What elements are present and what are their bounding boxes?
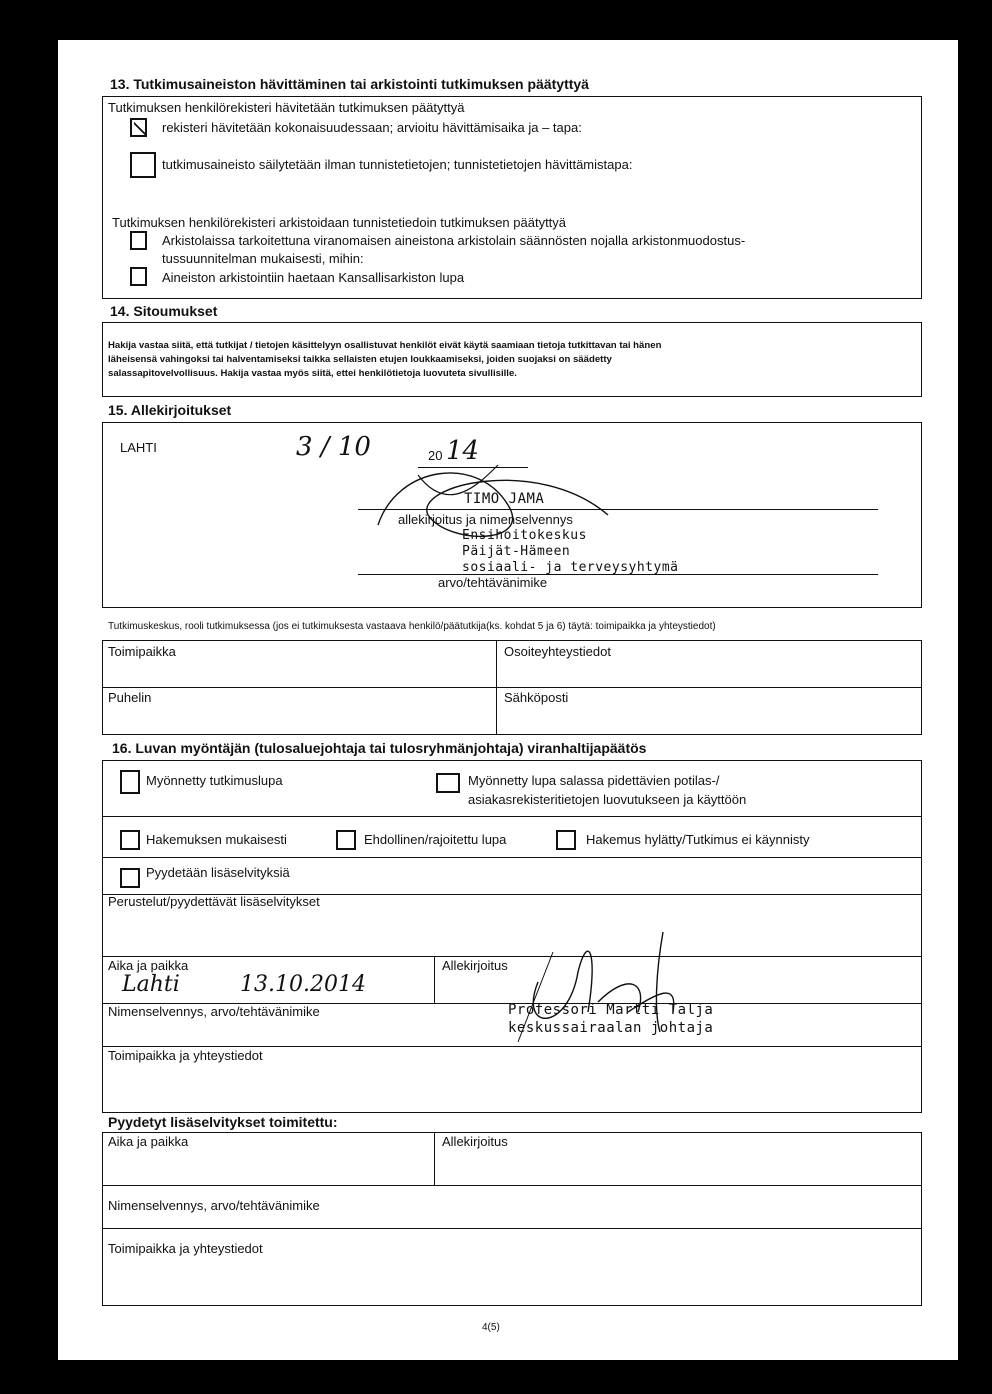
option-archive-authority-line1: Arkistolaissa tarkoitettuna viranomaisen aineistona arkistolain säännösten nojalla arkistonmuodostus-	[162, 233, 746, 248]
commitment-line-1: Hakija vastaa siitä, että tutkijat / tietojen käsittelyyn osallistuvat henkilöt eivät käytä saamiaan tietoja tutkittavan tai hänen	[108, 340, 662, 351]
time-signature-divider	[434, 956, 435, 1003]
stamp-line-3: sosiaali- ja terveysyhtymä	[462, 560, 679, 575]
field-justification[interactable]: Perustelut/pyydettävät lisäselvitykset	[108, 894, 320, 909]
checkbox-archive-national[interactable]	[130, 267, 147, 286]
field-signature[interactable]: Allekirjoitus	[442, 958, 508, 973]
delivered-row-divider-2	[102, 1228, 922, 1229]
delivered-title: Pyydetyt lisäselvitykset toimitettu:	[108, 1114, 338, 1130]
field-name-title[interactable]: Nimenselvennys, arvo/tehtävänimike	[108, 1004, 320, 1019]
option-data-kept-anonymous: tutkimusaineisto säilytetään ilman tunnistetietojen; tunnistetietojen hävittämistapa:	[162, 157, 633, 172]
year-prefix: 20	[428, 448, 443, 463]
checkbox-conditional[interactable]	[336, 830, 356, 850]
delivered-divider	[434, 1132, 435, 1185]
checkbox-confidential-permit[interactable]	[436, 773, 460, 793]
form-sheet	[58, 40, 958, 1360]
signature-label: allekirjoitus ja nimenselvennys	[398, 512, 573, 527]
signature-line	[358, 509, 878, 510]
research-center-row-divider	[102, 687, 922, 688]
stamp-line-1: Ensihoitokeskus	[462, 528, 587, 543]
section-15-title: 15. Allekirjoitukset	[108, 402, 232, 418]
field-workplace-contact[interactable]: Toimipaikka ja yhteystiedot	[108, 1048, 263, 1063]
handwritten-decision-date: 13.10.2014	[240, 972, 366, 997]
checkbox-data-kept-anonymous[interactable]	[130, 152, 156, 178]
research-center-intro: Tutkimuskeskus, rooli tutkimuksessa (jos ei tutkimuksesta vastaava henkilö/päätutkija(ks. kohdat 5 ja 6) täytä: toimipaikka ja yhteystiedot)	[108, 621, 716, 632]
delivered-field-time-place[interactable]: Aika ja paikka	[108, 1134, 189, 1149]
option-conditional: Ehdollinen/rajoitettu lupa	[364, 832, 507, 847]
field-address[interactable]: Osoiteyhteystiedot	[504, 644, 611, 659]
field-time-place[interactable]: Aika ja paikka	[108, 958, 189, 973]
option-more-info: Pyydetään lisäselvityksiä	[146, 865, 290, 880]
delivered-row-divider-1	[102, 1185, 922, 1186]
signature-place: LAHTI	[120, 440, 157, 455]
checkbox-register-destroyed[interactable]	[130, 118, 147, 137]
handwritten-date: 3 / 10	[296, 432, 371, 462]
delivered-field-workplace-contact[interactable]: Toimipaikka ja yhteystiedot	[108, 1241, 263, 1256]
title-label: arvo/tehtävänimike	[438, 575, 548, 590]
director-title: keskussairaalan johtaja	[508, 1020, 714, 1036]
field-email[interactable]: Sähköposti	[504, 690, 569, 705]
section-16-title: 16. Luvan myöntäjän (tulosaluejohtaja tai tulosryhmänjohtaja) viranhaltijapäätös	[112, 740, 647, 756]
commitment-line-3: salassapitovelvollisuus. Hakija vastaa myös siitä, ettei henkilötietoja luovuteta sivullisille.	[108, 368, 517, 379]
checkbox-archive-authority[interactable]	[130, 231, 147, 250]
section-14-title: 14. Sitoumukset	[110, 303, 218, 319]
option-archive-authority-line2: tussuunnitelman mukaisesti, mihin:	[162, 251, 364, 266]
signer-name: TIMO JAMA	[464, 491, 545, 507]
checkbox-per-application[interactable]	[120, 830, 140, 850]
title-line	[358, 574, 878, 575]
section-13-title: 13. Tutkimusaineiston hävittäminen tai arkistointi tutkimuksen päätyttyä	[110, 76, 589, 92]
option-archive-national: Aineiston arkistointiin haetaan Kansallisarkiston lupa	[162, 270, 465, 285]
checkbox-more-info[interactable]	[120, 868, 140, 888]
option-confidential-permit-line2: asiakasrekisteritietojen luovutukseen ja käyttöön	[468, 792, 747, 807]
page-number: 4(5)	[482, 1322, 500, 1333]
commitment-line-2: läheisensä vahingoksi tai halventamiseksi taikka sellaisten etujen loukkaamiseksi, joiden suojaksi on säädetty	[108, 354, 612, 365]
section-16-row-divider-6	[102, 1046, 922, 1047]
section-16-row-divider-1	[102, 816, 922, 817]
director-name: Professori Martti Talja	[508, 1002, 714, 1018]
section-13-intro-archive: Tutkimuksen henkilörekisteri arkistoidaan tunnistetiedoin tutkimuksen päätyttyä	[112, 215, 567, 230]
checkbox-research-permit[interactable]	[120, 770, 140, 794]
checkbox-rejected[interactable]	[556, 830, 576, 850]
option-register-destroyed: rekisteri hävitetään kokonaisuudessaan; arvioitu hävittämisaika ja – tapa:	[162, 120, 582, 135]
delivered-box	[102, 1132, 922, 1306]
delivered-field-name-title[interactable]: Nimenselvennys, arvo/tehtävänimike	[108, 1198, 320, 1213]
handwritten-place: Lahti	[122, 972, 180, 997]
handwritten-year: 14	[446, 436, 480, 466]
delivered-field-signature[interactable]: Allekirjoitus	[442, 1134, 508, 1149]
option-rejected: Hakemus hylätty/Tutkimus ei käynnisty	[586, 832, 810, 847]
field-phone[interactable]: Puhelin	[108, 690, 152, 705]
option-confidential-permit-line1: Myönnetty lupa salassa pidettävien potilas-/	[468, 773, 720, 788]
field-workplace[interactable]: Toimipaikka	[108, 644, 176, 659]
option-research-permit: Myönnetty tutkimuslupa	[146, 773, 283, 788]
stamp-line-2: Päijät-Hämeen	[462, 544, 571, 559]
section-13-intro-destroy: Tutkimuksen henkilörekisteri hävitetään tutkimuksen päätyttyä	[108, 100, 465, 115]
section-16-row-divider-2	[102, 857, 922, 858]
option-per-application: Hakemuksen mukaisesti	[146, 832, 287, 847]
